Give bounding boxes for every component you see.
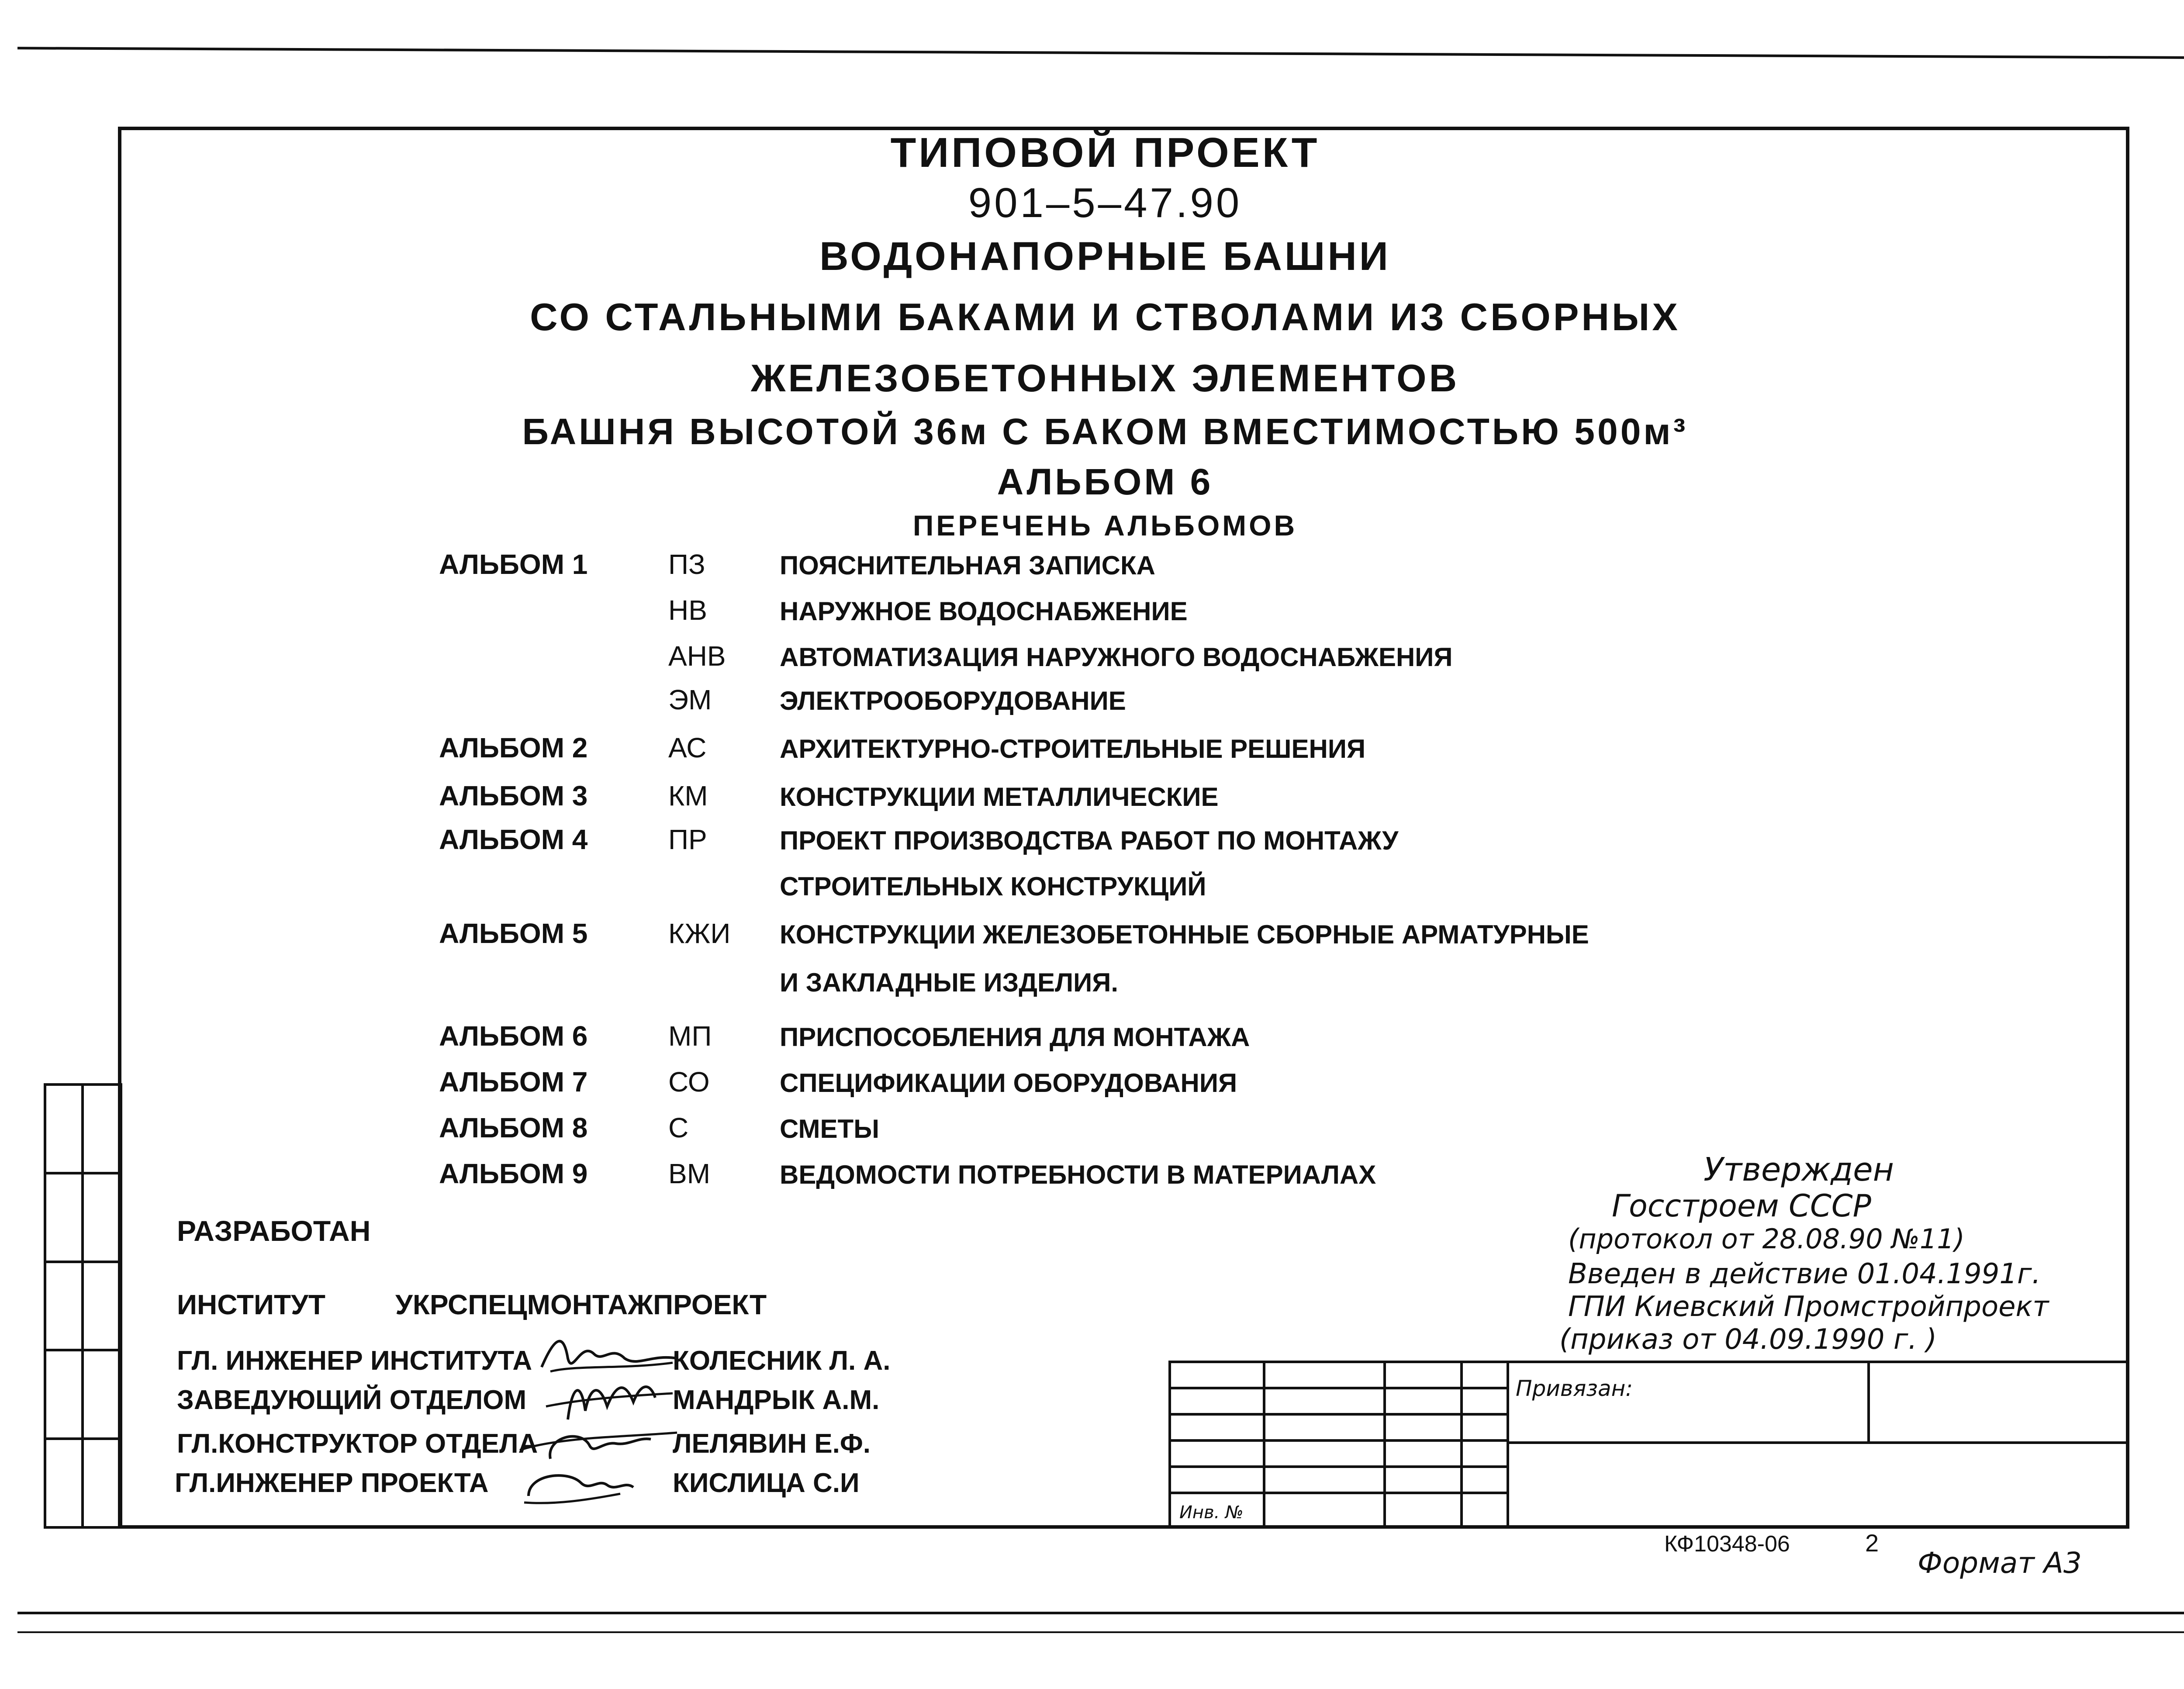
album-list-code: ПЗ bbox=[668, 549, 705, 580]
album-list-description: ПРОЕКТ ПРОИЗВОДСТВА РАБОТ ПО МОНТАЖУ bbox=[780, 826, 1399, 855]
album-list-description: ПРИСПОСОБЛЕНИЯ ДЛЯ МОНТАЖА bbox=[780, 1022, 1250, 1052]
signature-3 bbox=[515, 1420, 681, 1468]
title-line-3: ВОДОНАПОРНЫЕ БАШНИ bbox=[819, 234, 1391, 279]
album-list-code: КЖИ bbox=[668, 918, 731, 949]
album-list-code: С bbox=[668, 1112, 689, 1143]
album-list-code: МП bbox=[668, 1020, 712, 1052]
album-list-album: АЛЬБОМ 8 bbox=[439, 1112, 588, 1143]
left-binding-table bbox=[44, 1083, 122, 1529]
album-number: АЛЬБОМ 6 bbox=[997, 461, 1213, 502]
approval-line-5: ГПИ Киевский Промстройпроект bbox=[1568, 1291, 2049, 1323]
format-label: Формат А3 bbox=[1918, 1546, 2082, 1580]
approval-line-2: Госстроем СССР bbox=[1612, 1188, 1871, 1224]
bottom-edge-line bbox=[17, 1612, 2184, 1614]
signatory-name-2: МАНДРЫК А.М. bbox=[673, 1385, 880, 1415]
institute-name: УКРСПЕЦМОНТАЖПРОЕКТ bbox=[395, 1289, 767, 1320]
title-number: 901–5–47.90 bbox=[968, 180, 1242, 226]
privyazan-label: Привязан: bbox=[1516, 1376, 1633, 1401]
album-list-album: АЛЬБОМ 9 bbox=[439, 1158, 588, 1189]
album-list-description: КОНСТРУКЦИИ ЖЕЛЕЗОБЕТОННЫЕ СБОРНЫЕ АРМАТУРНЫЕ bbox=[780, 920, 1589, 949]
album-list-description: СТРОИТЕЛЬНЫХ КОНСТРУКЦИЙ bbox=[780, 872, 1206, 901]
album-list-description: СПЕЦИФИКАЦИИ ОБОРУДОВАНИЯ bbox=[780, 1068, 1237, 1098]
signatory-name-4: КИСЛИЦА С.И bbox=[673, 1468, 860, 1498]
signatory-role-3: ГЛ.КОНСТРУКТОР ОТДЕЛА bbox=[177, 1429, 538, 1459]
signatory-role-1: ГЛ. ИНЖЕНЕР ИНСТИТУТА bbox=[177, 1346, 532, 1376]
album-list-code: НВ bbox=[668, 594, 707, 626]
signatory-role-2: ЗАВЕДУЮЩИЙ ОТДЕЛОМ bbox=[177, 1385, 527, 1415]
top-edge-line bbox=[17, 47, 2184, 59]
title-line-1: ТИПОВОЙ ПРОЕКТ bbox=[890, 129, 1320, 176]
approval-line-6: (приказ от 04.09.1990 г. ) bbox=[1559, 1323, 1937, 1356]
signatory-name-1: КОЛЕСНИК Л. А. bbox=[673, 1346, 891, 1376]
album-list-album: АЛЬБОМ 4 bbox=[439, 824, 588, 855]
album-list-description: СМЕТЫ bbox=[780, 1114, 879, 1143]
title-line-6: БАШНЯ ВЫСОТОЙ 36м С БАКОМ ВМЕСТИМОСТЬЮ 500м³ bbox=[522, 411, 1688, 452]
album-list-description: ВЕДОМОСТИ ПОТРЕБНОСТИ В МАТЕРИАЛАХ bbox=[780, 1160, 1376, 1189]
stamp-privyazan-divider bbox=[1509, 1441, 2129, 1444]
album-list-description: АРХИТЕКТУРНО-СТРОИТЕЛЬНЫЕ РЕШЕНИЯ bbox=[780, 734, 1366, 763]
album-list-description: ПОЯСНИТЕЛЬНАЯ ЗАПИСКА bbox=[780, 551, 1155, 580]
album-list-description: КОНСТРУКЦИИ МЕТАЛЛИЧЕСКИЕ bbox=[780, 782, 1219, 812]
signature-2 bbox=[542, 1371, 677, 1424]
album-list-code: АС bbox=[668, 732, 707, 763]
approval-line-3: (протокол от 28.08.90 №11) bbox=[1568, 1223, 1965, 1255]
developer-heading: РАЗРАБОТАН bbox=[177, 1215, 371, 1247]
album-list-album: АЛЬБОМ 7 bbox=[439, 1066, 588, 1098]
stamp-privyazan-vline bbox=[1867, 1361, 1870, 1443]
album-list-code: АНВ bbox=[668, 640, 726, 672]
inv-label: Инв. № bbox=[1179, 1502, 1244, 1523]
album-list-description: НАРУЖНОЕ ВОДОСНАБЖЕНИЕ bbox=[780, 597, 1188, 626]
album-list-description: И ЗАКЛАДНЫЕ ИЗДЕЛИЯ. bbox=[780, 968, 1118, 997]
institute-label: ИНСТИТУТ bbox=[177, 1289, 325, 1320]
list-heading: ПЕРЕЧЕНЬ АЛЬБОМОВ bbox=[912, 509, 1298, 542]
album-list-album: АЛЬБОМ 2 bbox=[439, 732, 588, 763]
album-list-album: АЛЬБОМ 5 bbox=[439, 918, 588, 949]
album-list-code: ЭМ bbox=[668, 684, 712, 715]
album-list-album: АЛЬБОМ 1 bbox=[439, 549, 588, 580]
album-list-album: АЛЬБОМ 6 bbox=[439, 1020, 588, 1052]
document-code: КФ10348-06 bbox=[1664, 1531, 1790, 1557]
title-line-4: СО СТАЛЬНЫМИ БАКАМИ И СТВОЛАМИ ИЗ СБОРНЫХ bbox=[530, 295, 1680, 338]
signatory-role-4: ГЛ.ИНЖЕНЕР ПРОЕКТА bbox=[175, 1468, 489, 1498]
approval-line-4: Введен в действие 01.04.1991г. bbox=[1568, 1258, 2041, 1290]
album-list-description: АВТОМАТИЗАЦИЯ НАРУЖНОГО ВОДОСНАБЖЕНИЯ bbox=[780, 642, 1453, 672]
title-line-5: ЖЕЛЕЗОБЕТОННЫХ ЭЛЕМЕНТОВ bbox=[750, 356, 1460, 400]
bottom-edge-line-2 bbox=[17, 1631, 2184, 1633]
album-list-code: СО bbox=[668, 1066, 710, 1098]
album-list-code: ВМ bbox=[668, 1158, 710, 1189]
signatory-name-3: ЛЕЛЯВИН Е.Ф. bbox=[673, 1429, 871, 1459]
signature-4 bbox=[520, 1461, 651, 1509]
sheet-number: 2 bbox=[1865, 1529, 1879, 1557]
album-list-description: ЭЛЕКТРООБОРУДОВАНИЕ bbox=[780, 686, 1126, 715]
album-list-album: АЛЬБОМ 3 bbox=[439, 780, 588, 812]
album-list-code: ПР bbox=[668, 824, 707, 855]
approval-line-1: Утвержден bbox=[1704, 1151, 1894, 1188]
album-list-code: КМ bbox=[668, 780, 708, 812]
